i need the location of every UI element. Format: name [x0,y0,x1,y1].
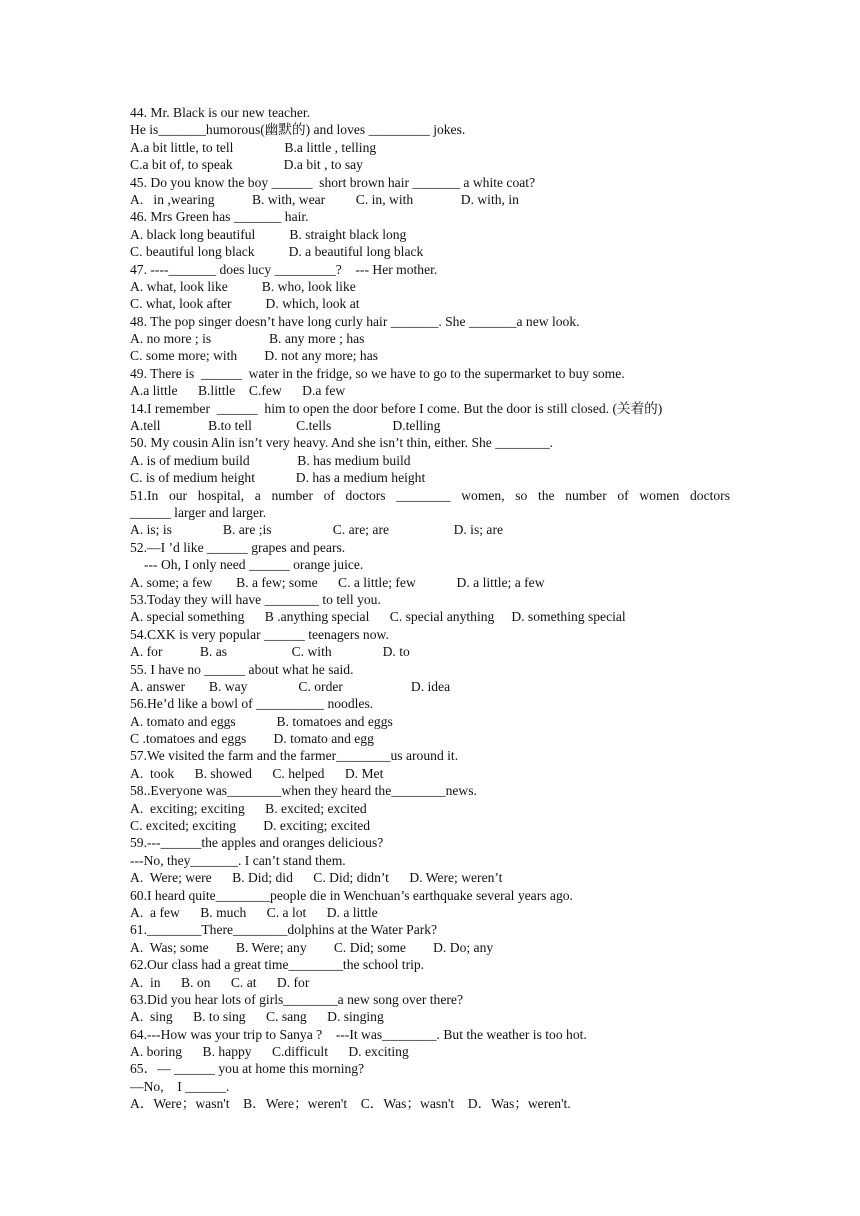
question-46-options-ab: A. black long beautiful B. straight black long [130,226,407,242]
question-56-options-ab: A. tomato and eggs B. tomatoes and eggs [130,713,393,729]
question-59-stem: 59.---______the apples and oranges delicious? [130,835,384,851]
question-63-stem: 63.Did you hear lots of girls________a new song over there? [130,991,463,1007]
question-65-response: —No, I ______. [130,1078,230,1094]
question-63-options: A. sing B. to sing C. sang D. singing [130,1009,384,1025]
question-60-stem: 60.I heard quite________people die in Wenchuan’s earthquake several years ago. [130,887,573,903]
question-61-options: A. Was; some B. Were; any C. Did; some D. Do; any [130,939,494,955]
question-47-options-cd: C. what, look after D. which, look at [130,296,360,312]
question-44-stem: 44. Mr. Black is our new teacher. [130,105,311,120]
question-65-options: A．Were；wasn't B．Were；weren't C．Was；wasn't D．Was；weren't. [130,1096,571,1112]
question-62-options: A. in B. on C. at D. for [130,974,310,990]
question-45-stem: 45. Do you know the boy ______ short brown hair _______ a white coat? [130,174,536,190]
question-52-response: --- Oh, I only need ______ orange juice. [144,557,364,573]
question-54-options: A. for B. as C. with D. to [130,644,410,660]
question-44-sentence: He is_______humorous(幽默的) and loves _________ jokes. [130,122,466,138]
question-51-stem: 51.In our hospital, a number of doctors ________ women, so the number of women doctors [130,487,730,503]
question-51-options: A. is; is B. are ;is C. are; are D. is; are [130,522,504,538]
question-56-options-cd: C .tomatoes and eggs D. tomato and egg [130,731,374,747]
question-62-stem: 62.Our class had a great time________the school trip. [130,957,425,973]
question-48-options-ab: A. no more ; is B. any more ; has [130,331,365,347]
question-65-stem: 65．— ______ you at home this morning? [130,1061,365,1077]
question-55-stem: 55. I have no ______ about what he said. [130,661,354,677]
question-14-options: A.tell B.to tell C.tells D.telling [130,418,441,434]
question-57-options: A. took B. showed C. helped D. Met [130,765,384,781]
question-45-options: A. in ,wearing B. with, wear C. in, with D. with, in [130,191,519,207]
question-59-options: A. Were; were B. Did; did C. Did; didn’t D. Were; weren’t [130,870,503,886]
question-64-options: A. boring B. happy C.difficult D. exciting [130,1044,409,1060]
question-51-stem-continued: ______ larger and larger. [130,504,267,520]
question-44-options-cd: C.a bit of, to speak D.a bit , to say [130,157,363,173]
question-14-stem: 14.I remember ______ him to open the door before I come. But the door is still closed. (关着的) [130,400,663,416]
question-49-options: A.a little B.little C.few D.a few [130,383,346,399]
question-57-stem: 57.We visited the farm and the farmer________us around it. [130,748,459,764]
question-58-stem: 58..Everyone was________when they heard the________news. [130,783,477,799]
question-54-stem: 54.CXK is very popular ______ teenagers now. [130,626,389,642]
question-50-stem: 50. My cousin Alin isn’t very heavy. And she isn’t thin, either. She ________. [130,435,554,451]
question-55-options: A. answer B. way C. order D. idea [130,678,451,694]
question-52-stem: 52.—I ’d like ______ grapes and pears. [130,539,346,555]
question-58-options-cd: C. excited; exciting D. exciting; excited [130,818,371,834]
question-53-options: A. special something B .anything special C. special anything D. something special [130,609,626,625]
question-46-stem: 46. Mrs Green has _______ hair. [130,209,309,225]
question-48-options-cd: C. some more; with D. not any more; has [130,348,379,364]
question-64-stem: 64.---How was your trip to Sanya ? ---It was________. But the weather is too hot. [130,1026,587,1042]
question-48-stem: 48. The pop singer doesn’t have long curly hair _______. She _______a new look. [130,313,580,329]
question-47-stem: 47. ----_______ does lucy _________? --- Her mother. [130,261,438,277]
question-52-options: A. some; a few B. a few; some C. a little; few D. a little; a few [130,574,545,590]
question-44-options-ab: A.a bit little, to tell B.a little , telling [130,139,377,155]
question-list [130,104,730,1113]
question-46-options-cd: C. beautiful long black D. a beautiful long black [130,244,424,260]
question-61-stem: 61.________There________dolphins at the Water Park? [130,922,438,938]
question-56-stem: 56.He’d like a bowl of __________ noodles. [130,696,374,712]
question-58-options-ab: A. exciting; exciting B. excited; excited [130,800,367,816]
question-50-options-cd: C. is of medium height D. has a medium height [130,470,426,486]
question-60-options: A. a few B. much C. a lot D. a little [130,904,378,920]
question-53-stem: 53.Today they will have ________ to tell you. [130,591,381,607]
question-50-options-ab: A. is of medium build B. has medium build [130,452,411,468]
question-47-options-ab: A. what, look like B. who, look like [130,278,356,294]
question-49-stem: 49. There is ______ water in the fridge, so we have to go to the supermarket to buy some. [130,365,625,381]
question-59-response: ---No, they_______. I can’t stand them. [130,852,346,868]
